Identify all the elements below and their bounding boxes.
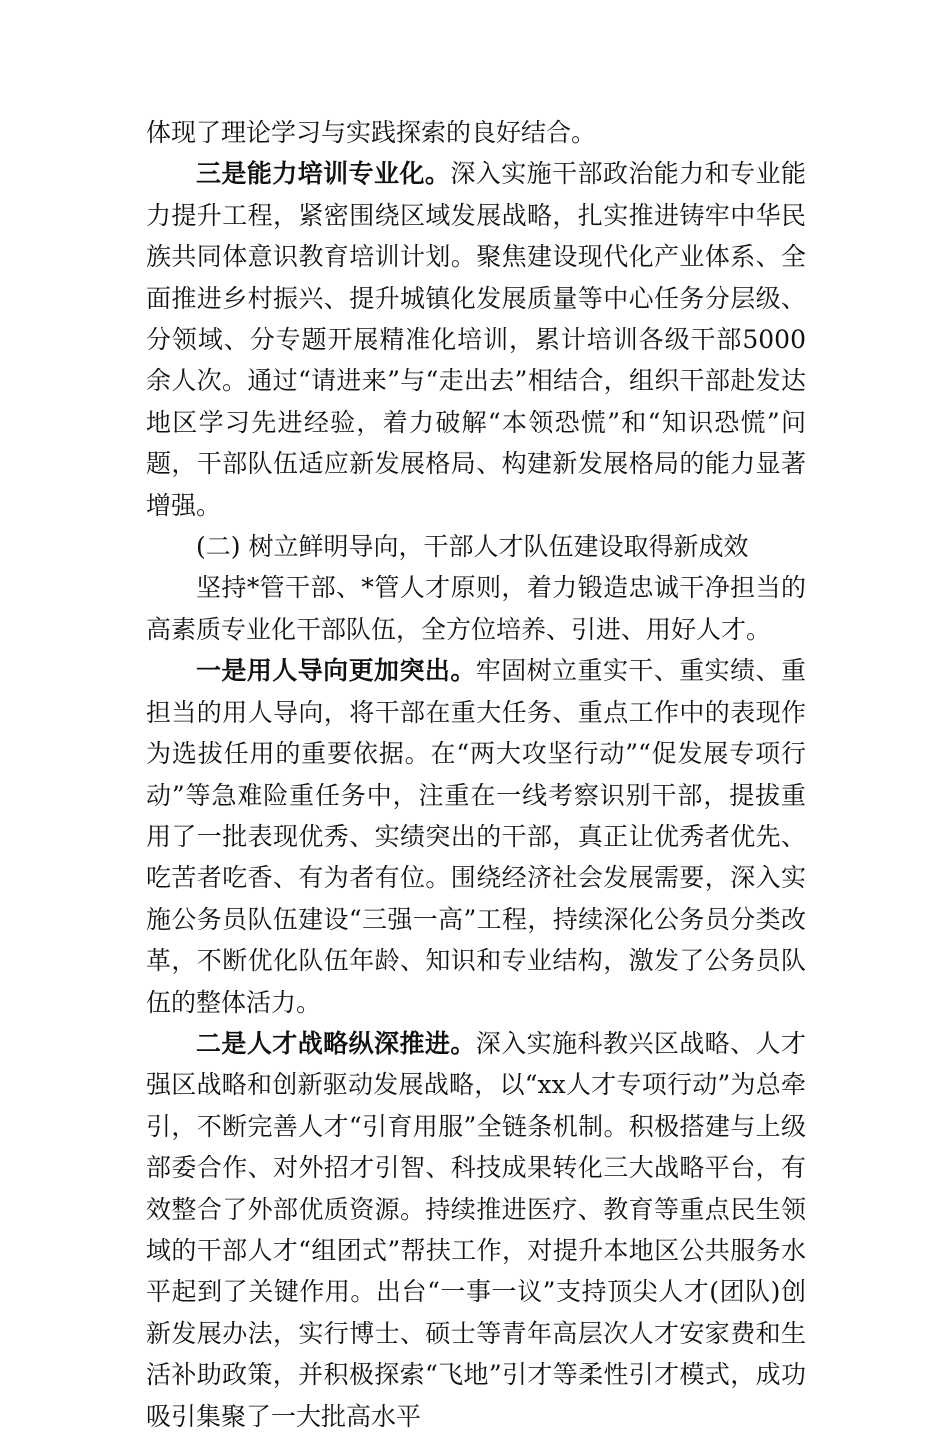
paragraph-text: 深入实施科教兴区战略、人才强区战略和创新驱动发展战略，以“xx人才专项行动”为总牵引，不断完善人才“引育用服”全链条机制。积极搭建与上级部委合作、对外招才引智、科技成果转化三大战略平台，有效整合了外部优质资源。持续推进医疗、教育等重点民生领域的干部人才“组团式”帮扶工作，对提升本地区公共服务水平起到了关键作用。出台“一事一议”支持顶尖人才(团队)创新发展办法，实行博士、硕士等青年高层次人才安家费和生活补助政策，并积极探索“飞地”引才等柔性引才模式，成功吸引集聚了一大批高水平	[146, 1028, 806, 1431]
paragraph-employment-orientation	[146, 650, 806, 1023]
paragraph-lead-heading: 二是人才战略纵深推进。	[196, 1028, 476, 1058]
paragraph-lead-heading: 三是能力培训专业化。	[196, 159, 451, 189]
document-page	[146, 112, 806, 1437]
paragraph-principle	[146, 567, 806, 650]
section-title	[146, 526, 806, 567]
paragraph-continuation	[146, 112, 806, 153]
paragraph-capability-training	[146, 153, 806, 526]
paragraph-text: 坚持*管干部、*管人才原则，着力锻造忠诚干净担当的高素质专业化干部队伍，全方位培养、引进、用好人才。	[146, 573, 806, 644]
paragraph-text: 牢固树立重实干、重实绩、重担当的用人导向，将干部在重大任务、重点工作中的表现作为选拔任用的重要依据。在“两大攻坚行动”“促发展专项行动”等急难险重任务中，注重在一线考察识别干部，提拔重用了一批表现优秀、实绩突出的干部，真正让优秀者优先、吃苦者吃香、有为者有位。围绕经济社会发展需要，深入实施公务员队伍建设“三强一高”工程，持续深化公务员分类改革，不断优化队伍年龄、知识和专业结构，激发了公务员队伍的整体活力。	[146, 656, 806, 1017]
paragraph-text: 体现了理论学习与实践探索的良好结合。	[146, 118, 597, 147]
paragraph-lead-heading: 一是用人导向更加突出。	[196, 656, 476, 686]
paragraph-text: 深入实施干部政治能力和专业能力提升工程，紧密围绕区域发展战略，扎实推进铸牢中华民族共同体意识教育培训计划。聚焦建设现代化产业体系、全面推进乡村振兴、提升城镇化发展质量等中心任务分层级、分领域、分专题开展精准化培训，累计培训各级干部5000余人次。通过“请进来”与“走出去”相结合，组织干部赴发达地区学习先进经验，着力破解“本领恐慌”和“知识恐慌”问题，干部队伍适应新发展格局、构建新发展格局的能力显著增强。	[146, 159, 806, 520]
paragraph-talent-strategy	[146, 1023, 806, 1437]
section-title-text: (二) 树立鲜明导向，干部人才队伍建设取得新成效	[196, 532, 749, 562]
